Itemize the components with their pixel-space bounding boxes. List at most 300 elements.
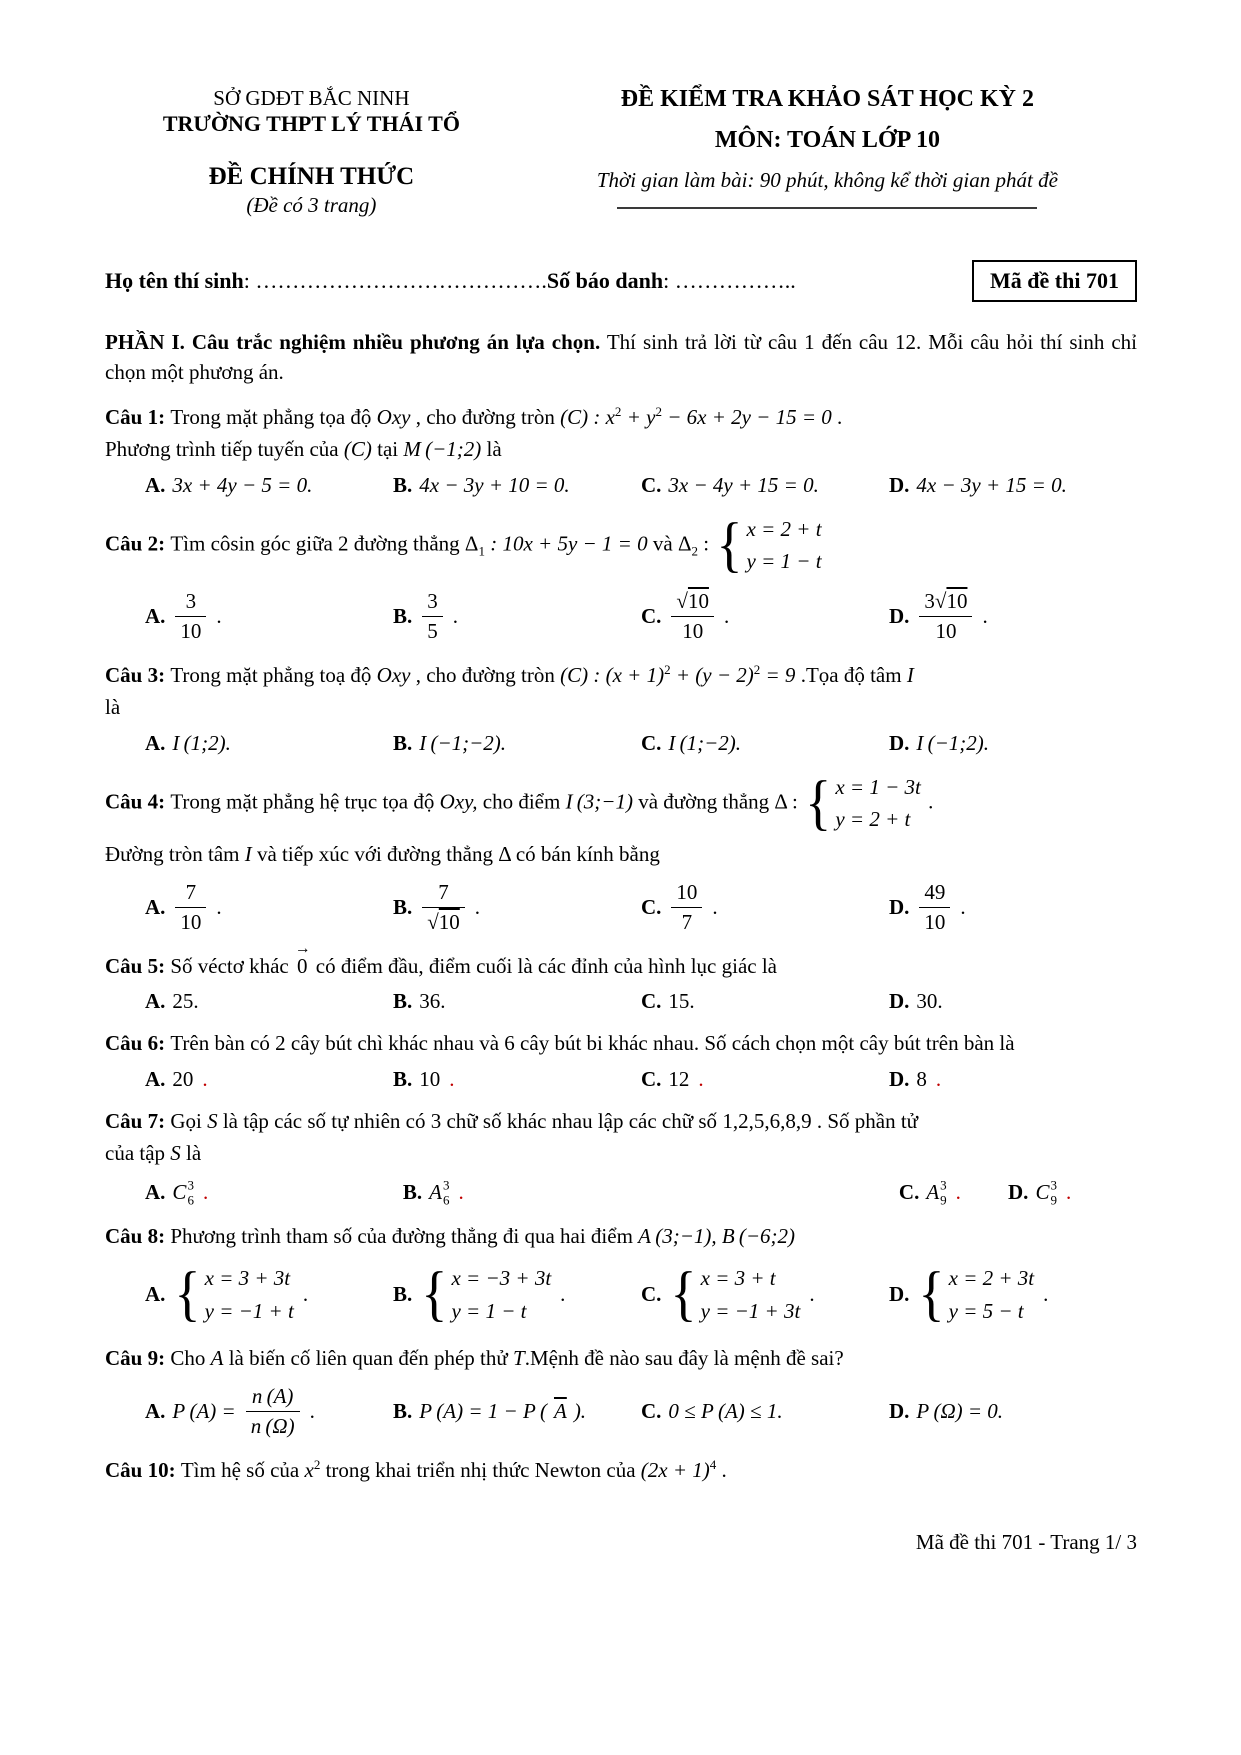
system-rows	[701, 1262, 801, 1327]
math-segment: A (3;−1), B (−6;2)	[638, 1224, 796, 1249]
option-label: B.	[393, 894, 413, 919]
text-segment: 8	[916, 1066, 927, 1091]
system-row: y = −1 + 3t	[700, 1298, 801, 1323]
official-exam-label: ĐỀ CHÍNH THỨC	[208, 163, 415, 190]
sqrt-expression: √10	[427, 909, 460, 934]
answer-dot: .	[935, 1066, 942, 1091]
math-segment: 0 ≤ P (A) ≤ 1.	[668, 1398, 783, 1423]
text-segment: có bán kính bằng	[510, 842, 660, 866]
equation-system	[421, 1259, 552, 1328]
fraction	[919, 589, 972, 644]
math-segment: − 6x + 2y − 15 = 0	[661, 404, 832, 429]
option-label: A.	[145, 603, 166, 628]
exam-subject: MÔN: TOÁN LỚP 10	[714, 127, 940, 153]
combinatoric-subscript: 6	[443, 1192, 450, 1208]
fraction-numerator	[919, 589, 972, 617]
text-segment: 10	[924, 909, 946, 934]
math-segment: I (3;−1)	[565, 789, 633, 814]
question-statement-line	[105, 401, 1137, 434]
subscript: 2	[691, 543, 698, 559]
math-segment: Oxy	[376, 404, 411, 429]
option-label: A.	[145, 1282, 166, 1307]
text-segment: của tập	[105, 1141, 171, 1166]
text-segment: .	[960, 894, 966, 919]
question-cau-5	[105, 940, 1137, 1015]
option-D	[889, 731, 1137, 756]
text-segment: 10	[180, 909, 202, 934]
text-segment: :	[697, 531, 715, 556]
question-statement-line	[105, 511, 1137, 580]
option-A	[145, 1382, 393, 1441]
option-label: C.	[641, 1282, 662, 1307]
superscript: 2	[753, 661, 761, 677]
text-segment: .	[809, 1282, 815, 1307]
superscript: 2	[313, 1456, 321, 1472]
text-segment: , cho đường tròn	[410, 404, 561, 429]
text-segment: Tìm hệ số của	[180, 1457, 305, 1482]
option-A	[145, 473, 393, 498]
question-cau-6	[105, 1027, 1137, 1092]
math-segment: 3x + 4y − 5 = 0.	[172, 472, 313, 497]
option-label: D.	[1008, 1179, 1029, 1204]
question-label: Câu 5:	[105, 953, 171, 978]
system-rows	[747, 513, 822, 578]
fraction-numerator	[246, 1384, 300, 1412]
question-cau-7	[105, 1105, 1137, 1208]
option-label: D.	[889, 894, 910, 919]
combinatoric-base: A	[926, 1179, 940, 1204]
text-segment: 5	[427, 618, 438, 643]
math-segment: (C) : x	[560, 404, 615, 429]
question-label: Câu 1:	[105, 404, 171, 429]
combinatoric-superscript: 3	[443, 1177, 450, 1193]
text-segment: 36.	[419, 989, 446, 1014]
system-row: y = −1 + t	[204, 1298, 294, 1323]
department-name: SỞ GDĐT BẮC NINH	[213, 86, 410, 110]
equation-system	[716, 510, 822, 579]
fraction-denominator	[246, 1412, 300, 1439]
candidate-number-label: Số báo danh	[546, 268, 664, 293]
question-statement-line	[105, 659, 1137, 692]
option-C	[641, 587, 889, 646]
question-label: Câu 10:	[105, 1457, 181, 1482]
option-B	[403, 1177, 899, 1208]
option-label: B.	[393, 730, 413, 755]
fraction-numerator	[175, 589, 206, 617]
text-segment: và	[647, 531, 678, 556]
option-label: D.	[889, 1066, 910, 1091]
text-segment: Cho	[170, 1346, 211, 1371]
option-label: B.	[402, 1179, 423, 1204]
math-segment: x	[304, 1457, 314, 1482]
combinatoric-base: C	[172, 1179, 187, 1204]
option-C	[641, 989, 889, 1014]
text-segment: Đường tròn tâm	[105, 842, 245, 866]
combinatoric-symbol	[1035, 1177, 1057, 1208]
option-label: B.	[393, 989, 413, 1014]
combinatoric-symbol	[926, 1177, 946, 1208]
system-brace: {	[421, 1259, 448, 1328]
text-segment: .	[922, 789, 934, 814]
math-segment: S	[170, 1141, 181, 1166]
combinatoric-superscript: 3	[940, 1177, 947, 1193]
text-segment: 49	[924, 879, 946, 904]
combinatoric-indices	[187, 1177, 194, 1208]
options-row	[105, 731, 1137, 756]
fraction-numerator	[919, 880, 950, 908]
exam-duration: Thời gian làm bài: 90 phút, không kể thời gian phát đề	[596, 168, 1058, 192]
question-statement-line	[105, 1342, 1137, 1375]
option-label: C.	[641, 989, 662, 1014]
sqrt-radicand: 10	[438, 909, 460, 934]
part1-heading	[105, 328, 1137, 388]
options-row	[105, 989, 1137, 1014]
question-cau-3	[105, 659, 1137, 756]
question-label: Câu 4:	[105, 789, 171, 814]
text-segment: Phương trình tham số của đường thẳng đi qua hai điểm	[170, 1224, 639, 1249]
combinatoric-subscript: 9	[940, 1192, 947, 1208]
fraction-denominator	[671, 908, 702, 935]
combinatoric-base: C	[1035, 1179, 1050, 1204]
part1-heading-rest: Thí sinh trả lời từ câu 1 đến câu 12. Mỗi câu hỏi thí sinh chỉ chọn một phương án.	[105, 330, 1137, 384]
vector-arrow-icon: →	[294, 940, 311, 958]
option-D	[889, 473, 1137, 498]
system-brace: {	[670, 1259, 697, 1328]
question-statement-line	[105, 1454, 1137, 1487]
text-segment: là	[180, 1141, 202, 1166]
page-footer: Mã đề thi 701 - Trang 1/ 3	[915, 1530, 1137, 1555]
options-row	[105, 878, 1137, 937]
options-row	[105, 1382, 1137, 1441]
system-brace: {	[716, 510, 743, 579]
options-row	[105, 1177, 1137, 1208]
text-segment: .	[309, 1398, 315, 1423]
question-statement-line	[105, 1137, 1137, 1170]
system-brace: {	[918, 1259, 945, 1328]
question-statement-line	[105, 940, 1137, 983]
option-label: D.	[889, 1398, 910, 1423]
complement-overline: $\overline{A}$	[553, 1398, 567, 1423]
question-label: Câu 2:	[105, 531, 171, 556]
candidate-number-blank: : ……………..	[663, 268, 796, 293]
math-segment: + (y − 2)	[670, 662, 754, 687]
text-segment: là	[105, 695, 121, 720]
text-segment: Số véctơ khác	[170, 953, 294, 978]
system-row: x = 2 + 3t	[948, 1265, 1035, 1290]
system-rows	[949, 1262, 1035, 1327]
fraction	[671, 589, 714, 644]
student-name-label: Họ tên thí sinh	[105, 268, 244, 293]
math-segment: P (A) =	[172, 1398, 236, 1423]
math-segment: 3x − 4y + 15 = 0.	[668, 472, 819, 497]
math-segment: I (1;2).	[172, 730, 231, 755]
pages-note: (Đề có 3 trang)	[246, 193, 377, 217]
question-label: Câu 6:	[105, 1031, 171, 1056]
math-segment: Oxy	[376, 662, 411, 687]
system-rows	[835, 771, 921, 836]
system-row: y = 1 − t	[746, 549, 822, 574]
combinatoric-indices	[1050, 1177, 1057, 1208]
text-segment: .	[982, 603, 988, 628]
math-segment: I	[906, 662, 914, 687]
subscript: 1	[478, 543, 485, 559]
text-segment: Δ	[677, 531, 692, 556]
text-segment: .	[723, 603, 730, 628]
system-rows	[205, 1262, 294, 1327]
system-row: x = −3 + 3t	[451, 1265, 552, 1290]
text-segment: 10	[682, 618, 704, 643]
math-segment: I (−1;2).	[916, 730, 990, 755]
math-segment: P (Ω) = 0.	[916, 1398, 1004, 1423]
superscript: 4	[709, 1456, 717, 1472]
option-C	[641, 1399, 889, 1424]
text-segment: là	[481, 437, 502, 462]
question-label: Câu 7:	[105, 1108, 171, 1133]
combinatoric-superscript: 3	[1050, 1177, 1057, 1193]
question-cau-2	[105, 511, 1137, 646]
combinatoric-subscript: 9	[1050, 1192, 1057, 1208]
option-A	[145, 989, 393, 1014]
option-label: A.	[145, 894, 166, 919]
question-cau-4	[105, 769, 1137, 937]
option-label: B.	[393, 603, 413, 628]
option-label: C.	[898, 1179, 920, 1204]
options-row	[105, 473, 1137, 498]
math-segment: (C)	[343, 437, 372, 462]
fraction	[175, 880, 206, 935]
superscript: 2	[614, 403, 622, 419]
combinatoric-symbol	[429, 1177, 449, 1208]
option-D	[889, 878, 1137, 937]
option-label: C.	[641, 603, 662, 628]
text-segment: .	[712, 894, 718, 919]
equation-system	[670, 1259, 801, 1328]
math-segment: = 9	[760, 662, 796, 687]
option-label: D.	[889, 1282, 910, 1307]
option-C	[641, 1260, 889, 1329]
fraction-denominator	[422, 908, 465, 935]
text-segment: .	[452, 603, 459, 628]
option-A	[145, 1260, 393, 1329]
superscript: 2	[664, 661, 671, 677]
fraction-numerator	[671, 880, 702, 908]
option-label: B.	[393, 472, 413, 497]
math-segment: : 10x + 5y − 1 = 0	[484, 531, 648, 556]
answer-dot: .	[955, 1179, 961, 1204]
answer-dot: .	[202, 1179, 209, 1204]
math-segment: I	[244, 842, 252, 866]
text-segment: là tập các số tự nhiên có 3 chữ số khác nhau lập các chữ số	[217, 1108, 723, 1133]
text-segment: .Tọa độ tâm	[795, 662, 907, 687]
system-row: y = 1 − t	[451, 1298, 527, 1323]
answer-dot: .	[1065, 1179, 1072, 1204]
option-A	[145, 878, 393, 937]
combinatoric-superscript: 3	[187, 1177, 194, 1193]
option-D	[1008, 1177, 1137, 1208]
math-segment: Oxy,	[439, 789, 478, 814]
exam-code-box: Mã đề thi 701	[972, 260, 1137, 302]
option-label: C.	[641, 1066, 662, 1091]
text-segment: tại	[371, 437, 404, 462]
zero-vector	[294, 940, 311, 983]
text-segment: .	[716, 1457, 727, 1482]
equation-system	[805, 768, 921, 837]
vector-base: 0	[297, 953, 308, 978]
sqrt-expression: √10	[676, 588, 709, 613]
text-segment: Trong mặt phẳng toạ độ	[170, 662, 377, 687]
option-label: A.	[145, 730, 166, 755]
option-A	[145, 587, 393, 646]
equation-system	[174, 1259, 294, 1328]
question-statement-line	[105, 1027, 1137, 1060]
fraction	[246, 1384, 300, 1439]
header-divider	[617, 207, 1037, 209]
option-label: B.	[393, 1066, 413, 1091]
question-statement-line	[105, 1220, 1137, 1253]
text-segment: 20	[172, 1066, 194, 1091]
system-row: x = 2 + t	[746, 516, 822, 541]
text-segment: 3	[185, 588, 197, 613]
option-label: C.	[641, 472, 662, 497]
fraction-numerator	[422, 880, 465, 908]
option-B	[393, 1067, 641, 1092]
question-statement-line	[105, 838, 1137, 871]
option-C	[641, 1067, 889, 1092]
answer-dot: .	[202, 1066, 208, 1091]
system-row: y = 2 + t	[835, 807, 911, 832]
math-segment: ).	[573, 1398, 587, 1423]
equation-system	[918, 1259, 1035, 1328]
text-segment: Δ :	[774, 789, 804, 814]
text-segment: 12	[668, 1066, 690, 1091]
text-segment: Trên bàn có 2 cây bút chì khác nhau và 6 cây bút bi khác nhau. Số cách chọn một cây bút trên bàn là	[170, 1031, 1015, 1056]
fraction-numerator	[175, 880, 206, 908]
option-B	[393, 587, 641, 646]
text-segment: . Số phần tử	[811, 1108, 919, 1133]
answer-dot: .	[698, 1066, 704, 1091]
text-segment: 10	[419, 1066, 441, 1091]
fraction	[671, 880, 702, 935]
sqrt-expression: √10	[934, 588, 968, 613]
math-segment: P (A) = 1 − P (	[419, 1398, 547, 1423]
option-label: C.	[641, 1398, 662, 1423]
question-label: Câu 9:	[105, 1346, 171, 1371]
option-label: A.	[145, 472, 166, 497]
option-C	[641, 473, 889, 498]
text-segment: 7	[185, 879, 197, 904]
fraction	[175, 589, 206, 644]
math-segment: (2x + 1)	[640, 1457, 710, 1482]
math-segment: 4x − 3y + 10 = 0.	[419, 472, 570, 497]
header-right	[518, 86, 1137, 218]
fraction-numerator	[422, 589, 443, 617]
option-B	[393, 473, 641, 498]
option-label: D.	[889, 730, 910, 755]
option-D	[889, 989, 1137, 1014]
fraction-denominator	[175, 908, 206, 935]
student-info-row	[105, 260, 1137, 302]
math-segment: (C) : (x + 1)	[560, 662, 665, 687]
math-segment: n (Ω)	[250, 1413, 295, 1438]
text-segment: .	[831, 404, 843, 429]
option-label: C.	[641, 894, 662, 919]
math-segment: I (1;−2).	[668, 730, 742, 755]
header-left	[105, 86, 518, 218]
combinatoric-indices	[443, 1177, 450, 1208]
math-segment: + y	[621, 404, 656, 429]
question-statement-line	[105, 769, 1137, 838]
system-row: x = 3 + 3t	[204, 1265, 291, 1290]
system-row: x = 3 + t	[700, 1265, 776, 1290]
option-C	[641, 878, 889, 937]
text-segment: Gọi	[170, 1108, 208, 1133]
text-segment: 1,2,5,6,8,9	[722, 1108, 812, 1133]
math-segment: M (−1;2)	[403, 437, 482, 462]
math-segment: n (A)	[251, 1383, 294, 1408]
combinatoric-indices	[940, 1177, 947, 1208]
sqrt-radicand: 10	[946, 588, 968, 613]
student-name-blank: : ………………………………….	[243, 268, 547, 293]
text-segment: Δ	[464, 531, 479, 556]
combinatoric-symbol	[172, 1177, 194, 1208]
header	[105, 86, 1137, 218]
question-label: Câu 3:	[105, 662, 171, 687]
text-segment: 7	[438, 879, 449, 904]
text-segment: 10	[676, 879, 698, 904]
text-segment: và đường thẳng	[632, 789, 775, 814]
option-label: D.	[889, 989, 910, 1014]
text-segment: Trong mặt phẳng hệ trục tọa độ	[170, 789, 440, 814]
text-segment: 30.	[916, 989, 943, 1014]
options-row	[105, 1067, 1137, 1092]
option-B	[393, 1399, 641, 1424]
option-label: B.	[393, 1282, 413, 1307]
text-segment: 7	[681, 909, 693, 934]
math-segment: T	[513, 1346, 525, 1371]
question-statement-line	[105, 691, 1137, 724]
combinatoric-base: A	[429, 1179, 442, 1204]
option-label: A.	[145, 1398, 166, 1423]
text-segment: và tiếp xúc với đường thẳng	[251, 842, 499, 866]
option-D	[889, 1260, 1137, 1329]
option-A	[145, 731, 393, 756]
text-segment: Tìm côsin góc giữa 2 đường thẳng	[170, 531, 465, 556]
option-label: D.	[889, 603, 910, 628]
text-segment: .	[474, 894, 481, 919]
question-cau-8	[105, 1220, 1137, 1329]
exam-title: ĐỀ KIỂM TRA KHẢO SÁT HỌC KỲ 2	[620, 86, 1034, 112]
question-cau-1	[105, 401, 1137, 498]
fraction-numerator	[671, 589, 714, 617]
math-segment: 4x − 3y + 15 = 0.	[916, 472, 1067, 497]
options-row	[105, 1260, 1137, 1329]
system-brace: {	[805, 768, 832, 837]
option-label: A.	[145, 1179, 166, 1204]
system-rows	[451, 1262, 551, 1327]
text-segment: .	[1043, 1282, 1049, 1307]
text-segment: .	[216, 603, 222, 628]
superscript: 2	[655, 403, 662, 419]
option-C	[641, 731, 889, 756]
options-row	[105, 587, 1137, 646]
text-segment: 3	[924, 588, 935, 613]
option-label: C.	[641, 730, 662, 755]
fraction	[919, 880, 950, 935]
text-segment: cho điểm	[477, 789, 566, 814]
option-A	[145, 1067, 393, 1092]
text-segment: , cho đường tròn	[410, 662, 561, 687]
option-B	[393, 731, 641, 756]
